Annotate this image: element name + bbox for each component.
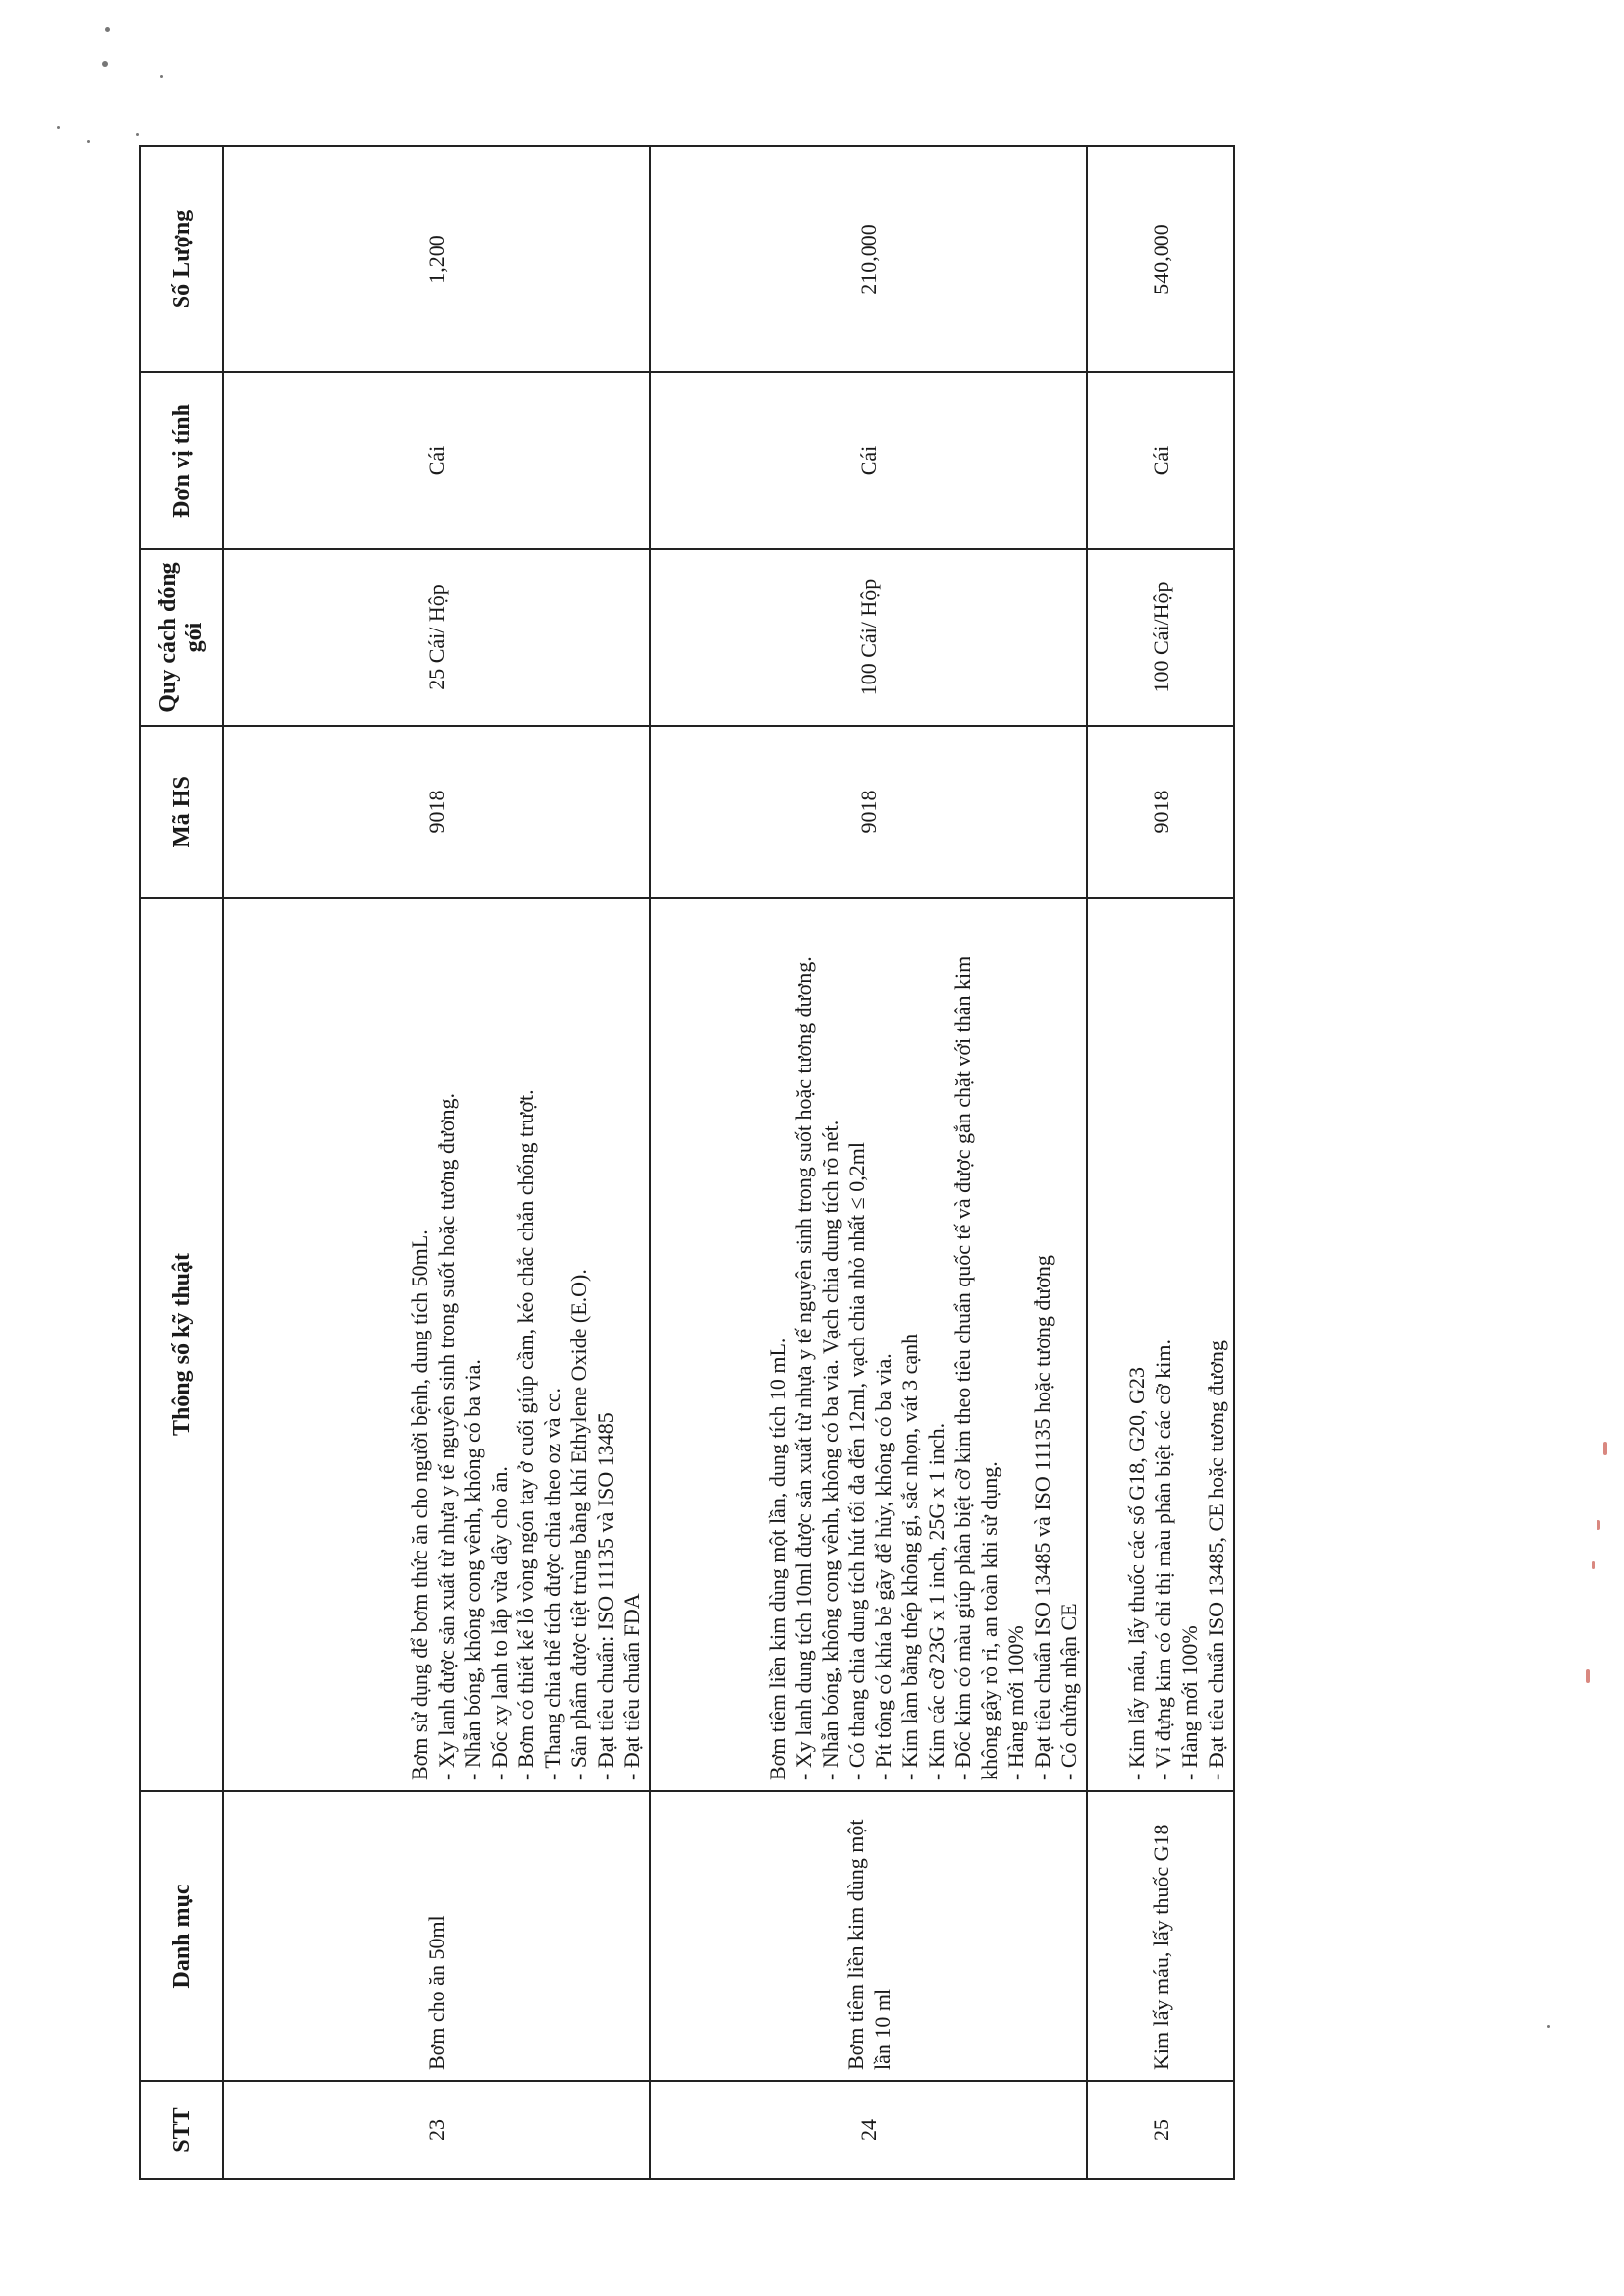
spec-line: - Nhẵn bóng, không cong vênh, không có ba via. (460, 1359, 485, 1780)
header-row (140, 146, 223, 2179)
cell-danh-muc: Kim lấy máu, lấy thuốc G18 (1087, 1791, 1234, 2081)
cell-ma-hs: 9018 (223, 726, 650, 898)
spec-line: - Đạt tiêu chuẩn FDA (620, 1593, 644, 1780)
cell-so-luong: 540,000 (1087, 146, 1234, 372)
spec-line: Bơm sử dụng để bơm thức ăn cho người bệnh, dung tích 50mL. (407, 1230, 432, 1780)
header-danh-muc: Danh mục (140, 1791, 223, 2081)
rotated-page (139, 147, 1228, 2180)
spec-line: - Vỉ đựng kim có chỉ thị màu phân biệt các cỡ kim. (1151, 1339, 1175, 1780)
cell-ma-hs: 9018 (1087, 726, 1234, 898)
spec-line: - Đạt tiêu chuẩn: ISO 11135 và ISO 13485 (593, 1412, 618, 1780)
spec-line: - Pít tông có khía bẻ gãy để hủy, không có ba via. (871, 1353, 895, 1780)
cell-spec (223, 898, 650, 1791)
header-stt: STT (140, 2081, 223, 2179)
cell-stt: 24 (650, 2081, 1087, 2179)
cell-so-luong: 210,000 (650, 146, 1087, 372)
spec-line: - Kim làm bằng thép không gỉ, sắc nhọn, vát 3 cạnh (897, 1333, 922, 1780)
cell-don-vi: Cái (1087, 372, 1234, 549)
header-don-vi: Đơn vị tính (140, 372, 223, 549)
spec-line: - Kim các cỡ 23G x 1 inch, 25G x 1 inch. (924, 1422, 948, 1780)
cell-danh-muc: Bơm cho ăn 50ml (223, 1791, 650, 2081)
cell-stt: 25 (1087, 2081, 1234, 2179)
spec-line: - Hàng mới 100% (1003, 1625, 1028, 1780)
spec-line: - Đạt tiêu chuẩn ISO 13485 và ISO 11135 hoặc tương đương (1030, 1255, 1055, 1780)
spec-line: - Nhẵn bóng, không cong vênh, không có ba via. Vạch chia dung tích rõ nét. (818, 1120, 842, 1780)
cell-don-vi: Cái (650, 372, 1087, 549)
cell-quy-cach: 100 Cái/ Hộp (650, 549, 1087, 726)
header-ma-hs: Mã HS (140, 726, 223, 898)
spec-line: - Có thang chia dung tích hút tối đa đến 12ml, vạch chia nhỏ nhất ≤ 0,2ml (844, 1142, 869, 1780)
spec-line: - Có chứng nhận CE (1056, 1603, 1081, 1780)
spec-line: - Đốc kim có màu giúp phân biệt cỡ kim theo tiêu chuẩn quốc tế và được gắn chặt với thân kim không gây rò rỉ, an toàn khi sử dụng. (950, 956, 1001, 1780)
spec-line: - Sản phẩm được tiệt trùng bằng khí Ethylene Oxide (E.O). (567, 1269, 591, 1780)
spec-line: - Kim lấy máu, lấy thuốc các số G18, G20, G23 (1124, 1367, 1149, 1780)
spec-line: Bơm tiêm liền kim dùng một lần, dung tích 10 mL. (765, 1338, 789, 1780)
cell-so-luong: 1,200 (223, 146, 650, 372)
cell-don-vi: Cái (223, 372, 650, 549)
header-so-luong: Số Lượng (140, 146, 223, 372)
spec-line: - Xy lanh được sản xuất từ nhựa y tế nguyên sinh trong suốt hoặc tương đương. (434, 1092, 459, 1780)
spec-line: - Bơm có thiết kế lỗ vòng ngón tay ở cuối giúp cầm, kéo chắc chắn chống trượt. (514, 1089, 538, 1780)
cell-quy-cach: 25 Cái/ Hộp (223, 549, 650, 726)
cell-stt: 23 (223, 2081, 650, 2179)
spec-line: - Đốc xy lanh to lắp vừa dây cho ăn. (487, 1466, 512, 1780)
spec-line: - Xy lanh dung tích 10ml được sản xuất từ nhựa y tế nguyên sinh trong suốt hoặc tương đương. (791, 957, 816, 1780)
table-row (1087, 146, 1234, 2179)
cell-ma-hs: 9018 (650, 726, 1087, 898)
header-quy-cach: Quy cách đóng gói (140, 549, 223, 726)
product-table (139, 145, 1235, 2180)
cell-spec (650, 898, 1087, 1791)
spec-line: - Đạt tiêu chuẩn ISO 13485, CE hoặc tương đương (1204, 1340, 1228, 1780)
table-row (650, 146, 1087, 2179)
cell-danh-muc: Bơm tiêm liền kim dùng một lần 10 ml (650, 1791, 1087, 2081)
spec-line: - Hàng mới 100% (1177, 1625, 1202, 1780)
cell-spec (1087, 898, 1234, 1791)
table-row (223, 146, 650, 2179)
spec-line: - Thang chia thể tích được chia theo oz và cc. (540, 1387, 565, 1780)
header-spec: Thông số kỹ thuật (140, 898, 223, 1791)
cell-quy-cach: 100 Cái/Hộp (1087, 549, 1234, 726)
